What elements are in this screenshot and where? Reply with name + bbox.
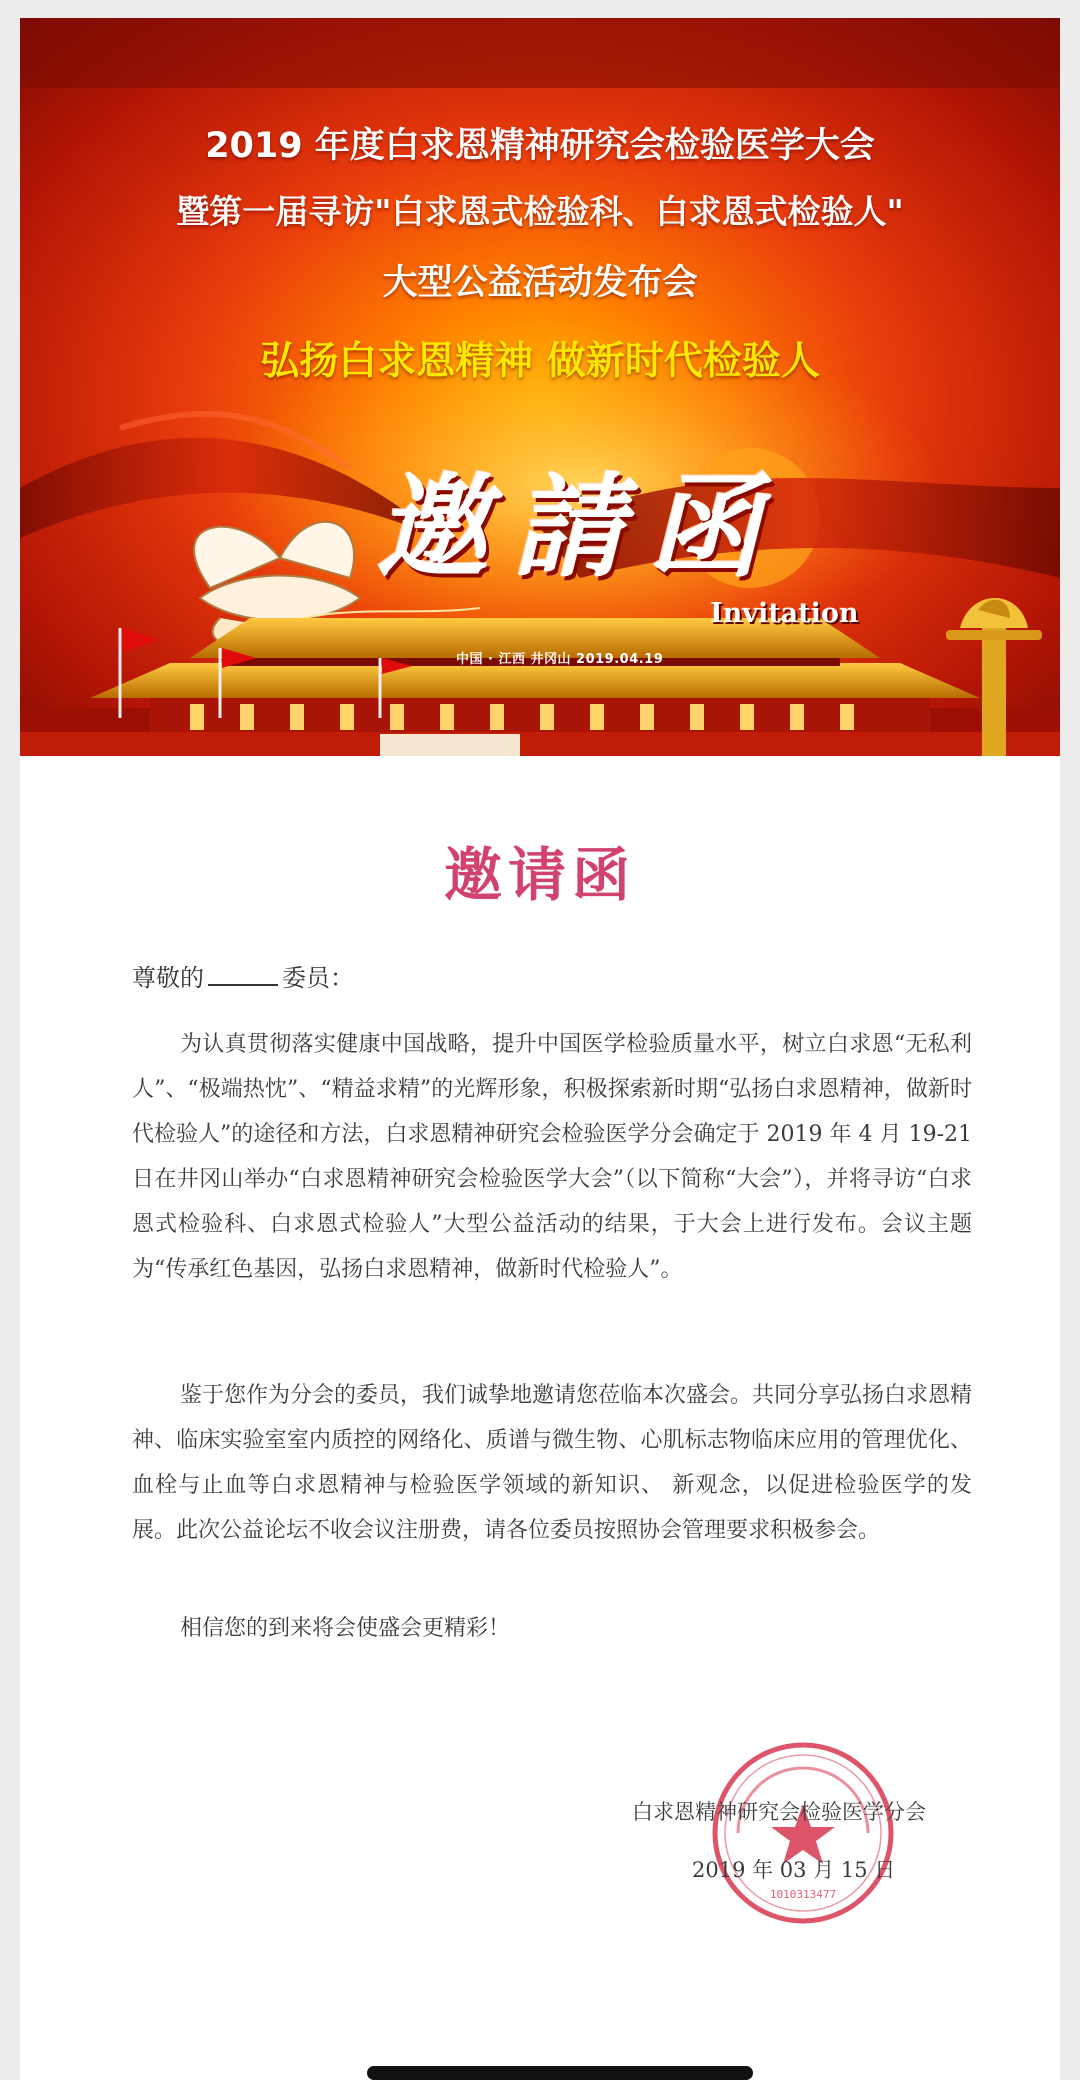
paragraph-closing: 相信您的到来将会使盛会更精彩！ [180,1616,511,1641]
salutation-suffix: 委员： [282,964,354,992]
signature-organization: 白求恩精神研究会检验医学分会 [632,1800,926,1824]
banner-place-date: 中国 · 江西 井冈山 2019.04.19 [456,652,664,667]
banner [20,18,1060,756]
home-indicator-bar[interactable] [367,2066,753,2080]
banner-title-line1: 2019 年度白求恩精神研究会检验医学大会 [205,126,875,166]
letter-title: 邀请函 [443,841,636,909]
banner-calligraphy-title: 邀請函 [376,462,784,593]
signature-date: 2019 年 03 月 15 日 [692,1858,896,1882]
salutation-prefix: 尊敬的 [132,964,204,992]
banner-title-line2: 暨第一届寻访"白求恩式检验科、白求恩式检验人" [176,192,904,231]
banner-slogan: 弘扬白求恩精神 做新时代检验人 [260,339,820,384]
svg-text:1010313477: 1010313477 [769,1888,837,1901]
paragraph-purpose: 为认真贯彻落实健康中国战略，提升中国医学检验质量水平，树立白求恩“无私利人”、“极端热忱”、“精益求精”的光辉形象，积极探索新时期“弘扬白求恩精神，做新时代检验人”的途径和方法，白求恩精神研究会检验医学分会确定于 2019 年 4 月 19-21 日在井冈山举办“白求恩精神研究会检验医学大会”（以下简称“大会”），并将寻访“白求恩式检验科、白求恩式检验人”大型公益活动的结果，于大会上进行发布。会议主题为“传承红色基因，弘扬白求恩精神，做新时代检验人”。 [132,1032,972,1282]
name-blank [208,960,278,986]
gate-tower-illustration [20,618,1060,756]
official-seal-stamp [708,1738,898,1928]
banner-invitation-label: Invitation [710,598,859,629]
banner-title-line3: 大型公益活动发布会 [382,263,698,303]
invitation-page [20,18,1060,2080]
salutation [132,958,354,993]
paragraph-invitation: 鉴于您作为分会的委员，我们诚挚地邀请您莅临本次盛会。共同分享弘扬白求恩精神、临床实验室室内质控的网络化、质谱与微生物、心肌标志物临床应用的管理优化、血栓与止血等白求恩精神与检验医学领域的新知识、 新观念，以促进检验医学的发展。此次公益论坛不收会议注册费，请各位委员按照协会管理要求积极参会。 [132,1383,973,1543]
